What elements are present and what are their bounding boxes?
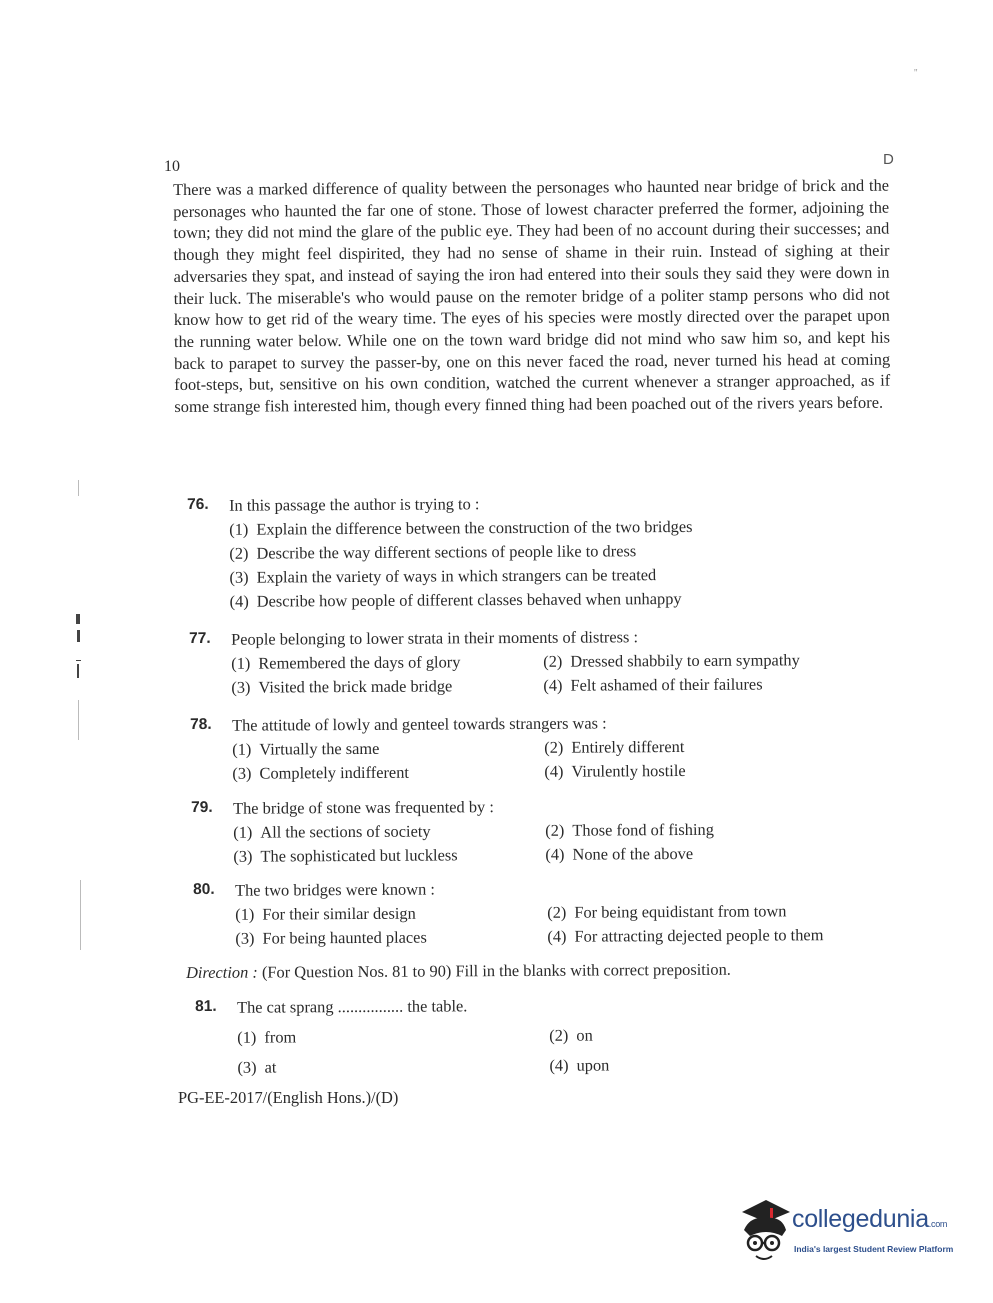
scan-mark [77,664,79,678]
direction-text [186,960,731,983]
option-1[interactable]: (1) Remembered the days of glory [231,652,461,673]
scan-mark [78,480,79,496]
option-3[interactable]: (3) The sophisticated but luckless [233,845,458,866]
question-number: 77. [189,629,211,647]
mascot-icon [736,1196,796,1266]
corner-mark: '' [914,68,918,79]
scan-mark [78,700,79,740]
option-1[interactable]: (1) Explain the difference between the construction of the two bridges [229,516,693,539]
option-1[interactable]: (1) For their similar design [235,903,416,924]
option-3[interactable]: (3) Explain the variety of ways in which strangers can be treated [229,565,657,587]
page-number: 10 [164,158,180,175]
option-2[interactable]: (2) Entirely different [544,736,685,757]
option-3[interactable]: (3) Completely indifferent [232,762,409,783]
question-number: 81. [195,997,217,1015]
direction-body: (For Question Nos. 81 to 90) Fill in the blanks with correct preposition. [261,959,731,982]
question-stem: People belonging to lower strata in their moments of distress : [230,627,639,649]
option-2[interactable]: (2) For being equidistant from town [547,901,787,922]
scan-mark [77,630,80,642]
direction-label: Direction : [186,962,258,982]
option-1[interactable]: (1) from [237,1027,297,1047]
scan-mark [80,880,81,950]
option-4[interactable]: (4) None of the above [545,843,694,864]
option-3[interactable]: (3) For being haunted places [235,927,427,948]
option-4[interactable]: (4) upon [549,1055,610,1075]
reading-passage: There was a marked difference of quality between the personages who haunted near bridge of brick and the personages who haunted the far one of stone. Those of lowest character preferred the former, adjoining the town; they did not mind the glare of the public eye. They had been of no account during their successes; and though they might feel dispirited, they had no sense of shame in their ruin. Instead of sighing at their adversaries they spat, and instead of saying the iron had entered into their souls they said they were down in their luck. The miserable's who would pause on the remoter bridge of a politer stamp persons who did not know how to get rid of the weary time. The eyes of his species were mostly directed over the parapet upon the running water below. While one on the town ward bridge did not mind who saw him so, and kept his back to parapet to survey the passer-by, one on this never faced the road, never turned his head at coming foot-steps, but, sensitive on his own condition, watched the current whenever a stranger approached, as if some strange fish interested him, though every finned thing had been poached out of the rivers years before. [173,175,891,417]
scan-mark [76,614,80,624]
question-number: 80. [193,880,215,898]
question-stem: The attitude of lowly and genteel towards strangers was : [231,713,607,735]
scan-mark [76,660,81,661]
question-stem: The two bridges were known : [234,879,435,900]
option-2[interactable]: (2) on [549,1025,593,1045]
question-stem: The cat sprang ................ the table. [236,996,468,1017]
question-number: 78. [190,715,212,733]
option-4[interactable]: (4) Virulently hostile [544,760,686,781]
question-stem: In this passage the author is trying to : [228,494,480,515]
question-number: 76. [187,495,209,513]
option-2[interactable]: (2) Those fond of fishing [545,819,714,840]
option-4[interactable]: (4) Describe how people of different classes behaved when unhappy [229,588,682,611]
logo-wordmark: collegedunia.com [792,1205,948,1233]
option-2[interactable]: (2) Dressed shabbily to earn sympathy [543,650,800,671]
option-4[interactable]: (4) Felt ashamed of their failures [543,674,763,695]
logo-tagline: India's largest Student Review Platform [794,1244,954,1254]
option-4[interactable]: (4) For attracting dejected people to them [547,925,824,946]
option-3[interactable]: (3) Visited the brick made bridge [231,676,453,697]
option-3[interactable]: (3) at [237,1057,277,1077]
paper-code: PG-EE-2017/(English Hons.)/(D) [178,1088,399,1107]
question-number: 79. [191,798,213,816]
collegedunia-logo[interactable] [736,1196,966,1266]
option-1[interactable]: (1) Virtually the same [232,738,380,759]
option-2[interactable]: (2) Describe the way different sections of people like to dress [229,541,637,563]
set-code: D [883,151,894,168]
option-1[interactable]: (1) All the sections of society [233,821,431,842]
question-stem: The bridge of stone was frequented by : [232,797,494,818]
